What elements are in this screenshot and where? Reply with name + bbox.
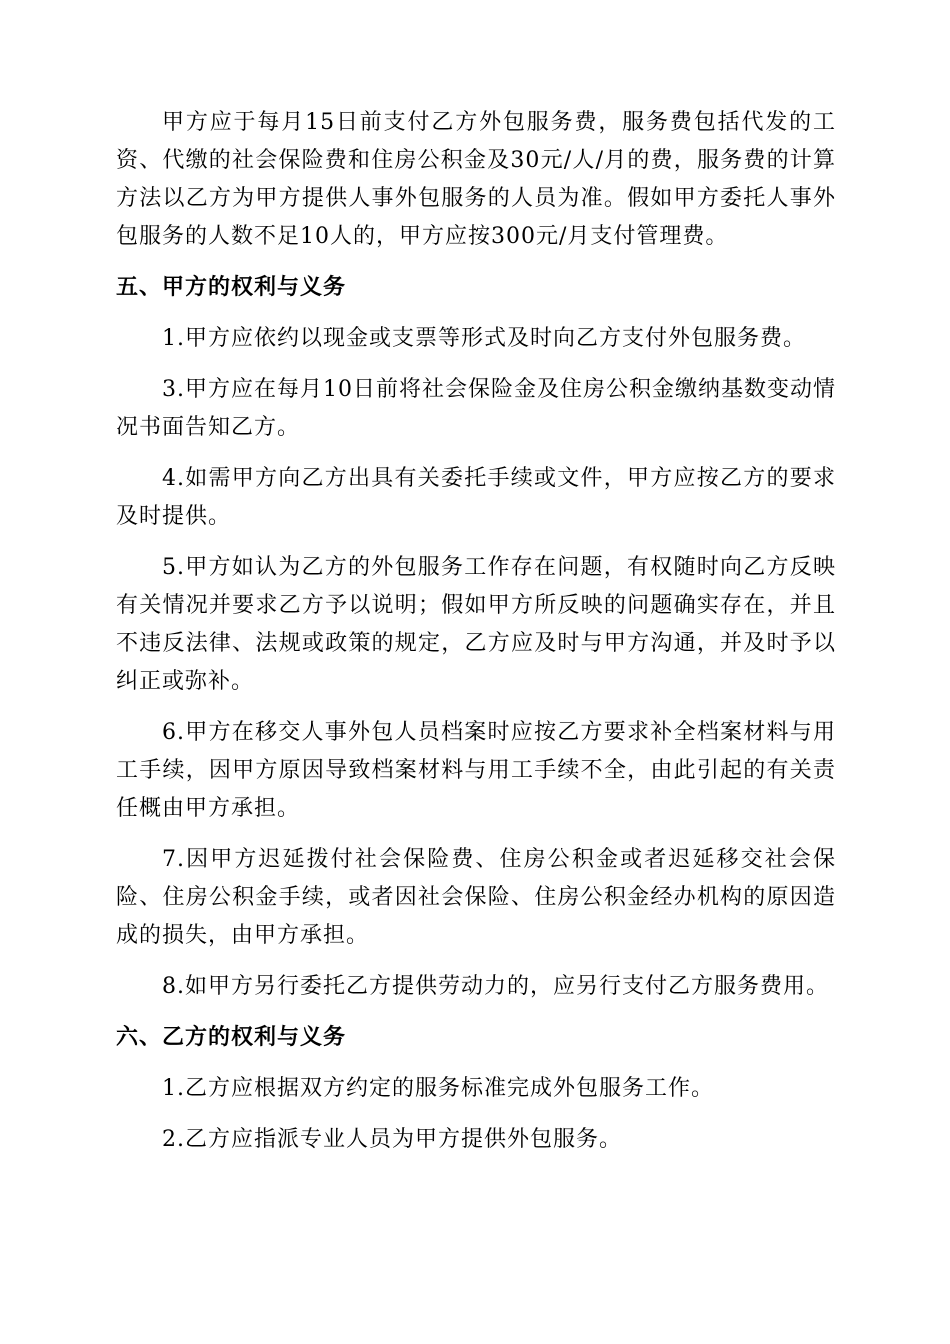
section-6-item: 2.乙方应指派专业人员为甲方提供外包服务。 [162,1127,622,1152]
section-5-item: 7.因甲方迟延拨付社会保险费、住房公积金或者迟延移交社会保险、住房公积金手续，或者因社会保险、住房公积金经办机构的原因造成的损失，由甲方承担。 [116,847,836,948]
section-5-item: 4.如需甲方向乙方出具有关委托手续或文件，甲方应按乙方的要求及时提供。 [116,466,836,529]
section-6-heading: 六、乙方的权利与义务 [116,1025,347,1050]
section-6-item: 1.乙方应根据双方约定的服务标准完成外包服务工作。 [162,1076,714,1101]
section-5-item: 1.甲方应依约以现金或支票等形式及时向乙方支付外包服务费。 [162,326,806,351]
intro-paragraph: 甲方应于每月15日前支付乙方外包服务费，服务费包括代发的工资、代缴的社会保险费和住房公积金及30元/人/月的费，服务费的计算方法以乙方为甲方提供人事外包服务的人员为准。假如甲方委托人事外包服务的人数不足10人的，甲方应按300元/月支付管理费。 [116,110,836,249]
document-body [116,104,836,1172]
section-5-item: 6.甲方在移交人事外包人员档案时应按乙方要求补全档案材料与用工手续，因甲方原因导致档案材料与用工手续不全，由此引起的有关责任概由甲方承担。 [116,720,836,821]
section-5-heading: 五、甲方的权利与义务 [116,275,347,300]
section-5-item: 3.甲方应在每月10日前将社会保险金及住房公积金缴纳基数变动情况书面告知乙方。 [116,377,836,440]
section-5-item: 8.如甲方另行委托乙方提供劳动力的，应另行支付乙方服务费用。 [162,974,829,999]
section-5-item: 5.甲方如认为乙方的外包服务工作存在问题，有权随时向乙方反映有关情况并要求乙方予以说明；假如甲方所反映的问题确实存在，并且不违反法律、法规或政策的规定，乙方应及时与甲方沟通，并及时予以纠正或弥补。 [116,555,836,694]
